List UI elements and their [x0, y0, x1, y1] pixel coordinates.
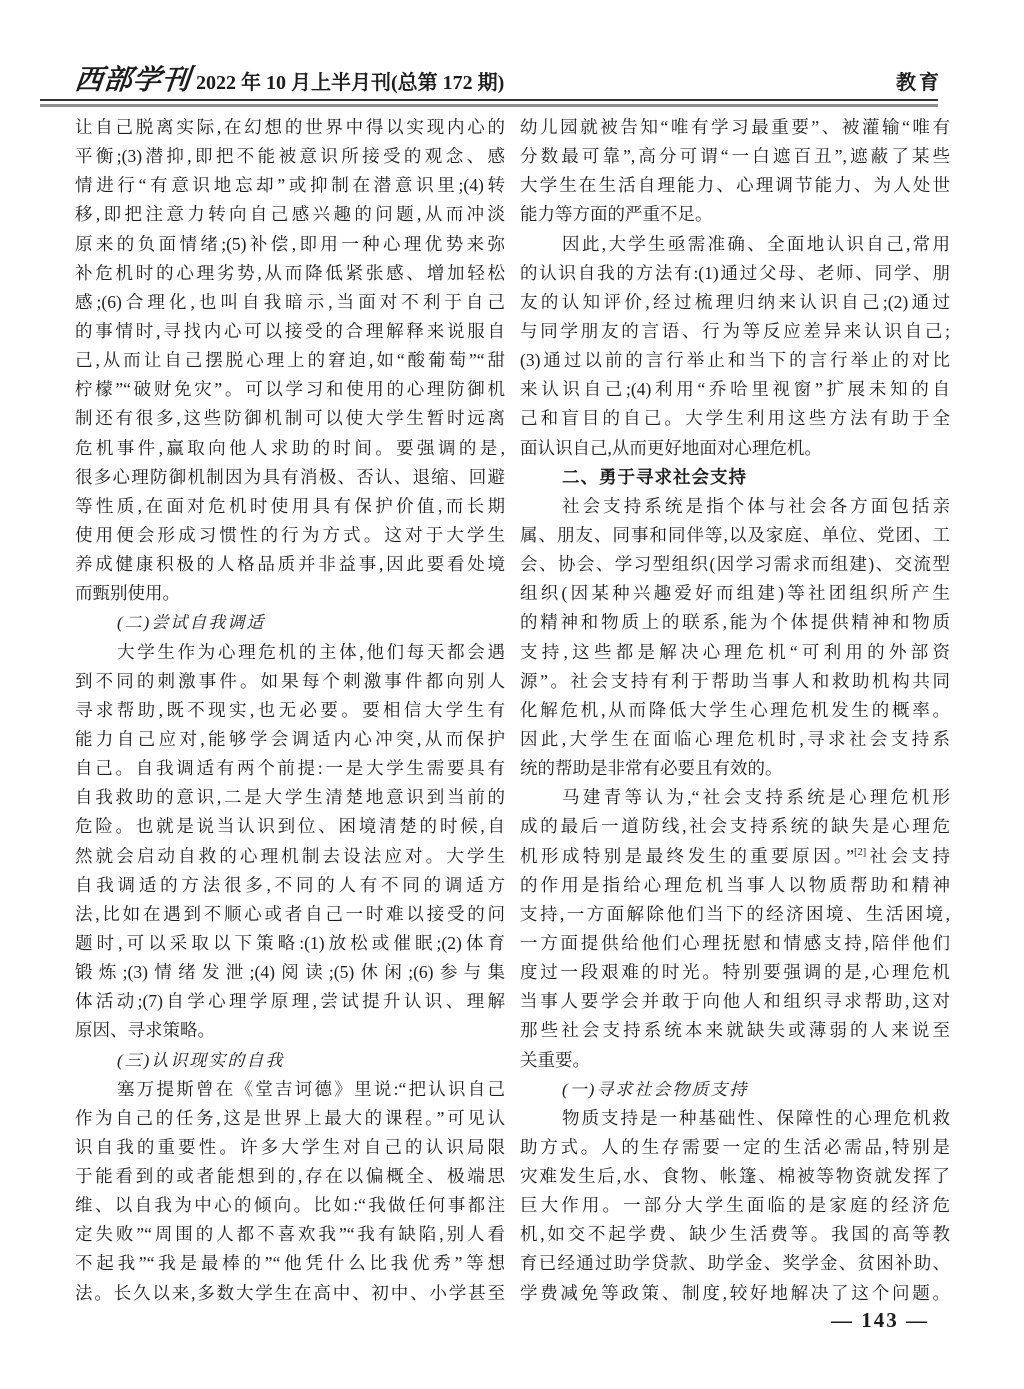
text-line [75, 113, 505, 142]
citation-ref: [2] [854, 846, 867, 858]
text-line [520, 346, 950, 375]
line-text: 很多心理防御机制因为具有消极、否认、退缩、回避 [75, 466, 505, 487]
text-line [75, 550, 505, 579]
line-text: 那些社会支持系统本来就缺失或薄弱的人来说至 [520, 1020, 950, 1041]
text-line [75, 434, 505, 463]
text-line [520, 171, 950, 200]
line-text: 自我救助的意识,二是大学生清楚地意识到当前的 [75, 787, 505, 808]
text-line [520, 1249, 950, 1278]
text-line [520, 725, 950, 754]
text-line [520, 667, 950, 696]
line-text: 大学生作为心理危机的主体,他们每天都会遇 [117, 641, 505, 662]
text-line [520, 492, 950, 521]
line-text: 锻炼;(3)情绪发泄;(4)阅读;(5)休闲;(6)参与集 [75, 962, 505, 983]
text-line [75, 579, 505, 608]
line-text: 物质支持是一种基础性、保障性的心理危机救 [562, 1107, 950, 1128]
line-text: 制还有很多,这些防御机制可以使大学生暂时远离 [75, 408, 505, 429]
issue-info: 2022 年 10 月上半月刊(总第 172 期) [196, 72, 505, 94]
text-line [75, 1016, 505, 1045]
text-line [520, 463, 950, 492]
text-line [75, 200, 505, 229]
text-line [520, 1016, 950, 1045]
text-line [75, 725, 505, 754]
line-text-after-ref: 社会支持 [866, 845, 950, 866]
line-text: 己,从而让自己摆脱心理上的窘迫,如“酸葡萄”“甜 [75, 350, 505, 371]
line-text: 与同学朋友的言语、行为等反应差异来认识自己; [520, 320, 950, 341]
text-line [75, 463, 505, 492]
line-text: 成的最后一道防线,社会支持系统的缺失是心理危 [520, 816, 950, 837]
text-line [520, 1220, 950, 1249]
text-line [75, 142, 505, 171]
line-text: 二、勇于寻求社会支持 [562, 466, 747, 487]
text-line [520, 754, 950, 783]
text-line [520, 958, 950, 987]
text-line [520, 113, 950, 142]
line-text: 助方式。人的生存需要一定的生活必需品,特别是 [520, 1136, 950, 1157]
text-line [75, 958, 505, 987]
text-line [520, 1104, 950, 1133]
text-line [75, 1220, 505, 1249]
text-line [520, 1279, 950, 1308]
line-text: 化解危机,从而降低大学生心理危机发生的概率。 [520, 699, 950, 720]
line-text: 灾难发生后,水、食物、帐篷、棉被等物资就发挥了 [520, 1166, 950, 1187]
column-left [75, 113, 505, 1308]
text-line [520, 1162, 950, 1191]
text-line [520, 871, 950, 900]
text-line [75, 842, 505, 871]
text-line [75, 521, 505, 550]
journal-logo: 西部学刊 [73, 65, 193, 96]
line-text: 原来的负面情绪;(5)补偿,即用一种心理优势来弥 [75, 233, 505, 254]
line-text: 感;(6)合理化,也叫自我暗示,当面对不利于自己 [75, 291, 505, 312]
text-line [75, 1133, 505, 1162]
line-text: 识自我的重要性。许多大学生对自己的认识局限 [75, 1136, 505, 1157]
text-line [520, 900, 950, 929]
line-text: 支持,一方面解除他们当下的经济困境、生活困境, [520, 903, 950, 924]
text-line [520, 608, 950, 637]
text-line [75, 171, 505, 200]
text-line [75, 812, 505, 841]
text-line [75, 1162, 505, 1191]
line-text: 能力自己应对,能够学会调适内心冲突,从而保护 [75, 728, 505, 749]
text-line [520, 259, 950, 288]
line-text: 当事人要学会并敢于向他人和组织寻求帮助,这对 [520, 991, 950, 1012]
line-text: 等性质,在面对危机时使用具有保护价值,而长期 [75, 495, 505, 516]
text-line [75, 346, 505, 375]
line-text: 学费减免等政策、制度,较好地解决了这个问题。 [520, 1282, 950, 1303]
text-line [520, 1046, 950, 1075]
text-line [75, 754, 505, 783]
line-text: 到不同的刺激事件。如果每个刺激事件都向别人 [75, 670, 505, 691]
text-line [75, 375, 505, 404]
line-text: 己和盲目的自己。大学生利用这些方法有助于全 [520, 408, 950, 429]
line-text: 柠檬”“破财免灾”。可以学习和使用的心理防御机 [75, 379, 505, 400]
line-text: (3)通过以前的言行举止和当下的言行举止的对比 [520, 350, 950, 371]
text-line [75, 783, 505, 812]
line-text: 的作用是指给心理危机当事人以物质帮助和精神 [520, 874, 950, 895]
line-text: 体活动;(7)自学心理学原理,尝试提升认识、理解 [75, 991, 505, 1012]
line-text: 塞万提斯曾在《堂吉诃德》里说:“把认识自己 [117, 1078, 505, 1099]
line-text: 因此,大学生亟需准确、全面地认识自己,常用 [562, 233, 950, 254]
text-line [75, 1191, 505, 1220]
line-text: 使用便会形成习惯性的行为方式。这对于大学生 [75, 524, 505, 545]
line-text: 原因、寻求策略。 [75, 1020, 215, 1041]
text-line [520, 375, 950, 404]
line-text: 来认识自己;(4)利用“乔哈里视窗”扩展未知的自 [520, 379, 950, 400]
line-text: 危机事件,赢取向他人求助的时间。要强调的是, [75, 437, 505, 458]
line-text: 不起我”“我是最棒的”“他凭什么比我优秀”等想 [75, 1253, 505, 1274]
line-text: 移,即把注意力转向自己感兴趣的问题,从而冲淡 [75, 204, 505, 225]
line-text: 幼儿园就被告知“唯有学习最重要”、被灌输“唯有 [520, 117, 950, 137]
text-line [520, 404, 950, 433]
line-text: 源”。社会支持有利于帮助当事人和救助机构共同 [520, 670, 950, 691]
text-line [75, 929, 505, 958]
text-line [75, 667, 505, 696]
line-text: 统的帮助是非常有必要且有效的。 [520, 758, 783, 779]
line-text: 支持,这些都是解决心理危机“可利用的外部资 [520, 641, 950, 662]
line-text: 自己。自我调适有两个前提:一是大学生需要具有 [75, 758, 505, 779]
line-text: 的认识自我的方法有:(1)通过父母、老师、同学、朋 [520, 262, 950, 283]
line-text: 于能看到的或者能想到的,存在以偏概全、极端思 [75, 1166, 505, 1187]
line-text: 关重要。 [520, 1049, 590, 1070]
line-text: 机形成特别是最终发生的重要原因。” [520, 845, 854, 866]
line-text: 的精神和物质上的联系,能为个体提供精神和物质 [520, 612, 950, 633]
text-line [75, 1046, 505, 1075]
text-line [520, 434, 950, 463]
text-line [75, 1075, 505, 1104]
text-line [75, 696, 505, 725]
line-text: 而甄别使用。 [75, 583, 180, 604]
text-line [75, 259, 505, 288]
text-line [520, 812, 950, 841]
line-text: 然就会启动自救的心理机制去设法应对。大学生 [75, 845, 505, 866]
text-line [520, 842, 950, 871]
line-text: 分数最可靠”,高分可谓“一白遮百丑”,遮蔽了某些 [520, 146, 950, 167]
line-text: 自我调适的方法很多,不同的人有不同的调适方 [75, 874, 505, 895]
line-text: 危险。也就是说当认识到位、困境清楚的时候,自 [75, 816, 505, 837]
line-text: 组织(因某种兴趣爱好而组建)等社团组织所产生 [520, 583, 950, 604]
line-text: (二)尝试自我调适 [117, 613, 266, 633]
line-text: 机,如交不起学费、缺少生活费等。我国的高等教 [520, 1224, 950, 1245]
line-text: 定失败”“周围的人都不喜欢我”“我有缺陷,别人看 [75, 1224, 505, 1245]
line-text: 属、朋友、同事和同伴等,以及家庭、单位、党团、工 [520, 524, 950, 545]
line-text: (一)寻求社会物质支持 [562, 1079, 749, 1099]
text-line [75, 638, 505, 667]
text-line [520, 579, 950, 608]
text-line [75, 900, 505, 929]
page-number: — 143 — [831, 1308, 929, 1332]
text-line [520, 929, 950, 958]
page-header [75, 58, 950, 98]
line-text: 会、协会、学习型组织(因学习需求而组建)、交流型 [520, 554, 950, 575]
text-line [520, 783, 950, 812]
line-text: 法。长久以来,多数大学生在高中、初中、小学甚至 [75, 1282, 505, 1303]
line-text: 养成健康积极的人格品质并非益事,因此要看处境 [75, 554, 505, 575]
line-text: 大学生在生活自理能力、心理调节能力、为人处世 [520, 175, 950, 196]
text-line [520, 288, 950, 317]
text-line [75, 871, 505, 900]
line-text: 因此,大学生在面临心理危机时,寻求社会支持系 [520, 728, 950, 749]
line-text: 友的认知评价,经过梳理归纳来认识自己;(2)通过 [520, 291, 950, 312]
line-text: 维、以自我为中心的倾向。比如:“我做任何事都注 [75, 1195, 505, 1216]
text-line [520, 638, 950, 667]
text-line [75, 1104, 505, 1133]
line-text: 面认识自己,从而更好地面对心理危机。 [520, 437, 822, 458]
text-line [75, 1249, 505, 1278]
line-text: 的事情时,寻找内心可以接受的合理解释来说服自 [75, 320, 505, 341]
line-text: 作为自己的任务,这是世界上最大的课程。”可见认 [75, 1107, 505, 1128]
text-line [75, 404, 505, 433]
line-text: (三)认识现实的自我 [117, 1050, 285, 1070]
text-line [520, 1191, 950, 1220]
line-text: 让自己脱离实际,在幻想的世界中得以实现内心的 [75, 117, 505, 137]
text-line [75, 492, 505, 521]
line-text: 度过一段艰难的时光。特别要强调的是,心理危机 [520, 962, 950, 983]
line-text: 育已经通过助学贷款、助学金、奖学金、贫困补助、 [520, 1253, 950, 1274]
text-line [520, 317, 950, 346]
text-line [75, 230, 505, 259]
line-text: 法,比如在遇到不顺心或者自己一时难以接受的问 [75, 903, 505, 924]
line-text: 马建青等认为,“社会支持系统是心理危机形 [562, 787, 950, 808]
line-text: 平衡;(3)潜抑,即把不能被意识所接受的观念、感 [75, 146, 505, 167]
section-label: 教育 [896, 72, 942, 94]
text-line [520, 200, 950, 229]
text-line [75, 608, 505, 637]
text-line [520, 1075, 950, 1104]
line-text: 题时,可以采取以下策略:(1)放松或催眠;(2)体育 [75, 932, 505, 953]
line-text: 一方面提供给他们心理抚慰和情感支持,陪伴他们 [520, 932, 950, 953]
line-text: 能力等方面的严重不足。 [520, 204, 713, 225]
text-line [520, 987, 950, 1016]
text-line [75, 288, 505, 317]
text-line [75, 987, 505, 1016]
text-line [520, 696, 950, 725]
column-right [520, 113, 950, 1308]
text-line [520, 521, 950, 550]
text-line [520, 230, 950, 259]
line-text: 补危机时的心理劣势,从而降低紧张感、增加轻松 [75, 262, 505, 283]
line-text: 社会支持系统是指个体与社会各方面包括亲 [562, 495, 950, 516]
text-line [75, 317, 505, 346]
text-line [520, 142, 950, 171]
text-line [75, 1279, 505, 1308]
text-line [520, 550, 950, 579]
line-text: 寻求帮助,既不现实,也无必要。要相信大学生有 [75, 699, 505, 720]
header-rule [40, 99, 938, 107]
line-text: 情进行“有意识地忘却”或抑制在潜意识里;(4)转 [75, 175, 505, 196]
line-text: 巨大作用。一部分大学生面临的是家庭的经济危 [520, 1195, 950, 1216]
text-line [520, 1133, 950, 1162]
